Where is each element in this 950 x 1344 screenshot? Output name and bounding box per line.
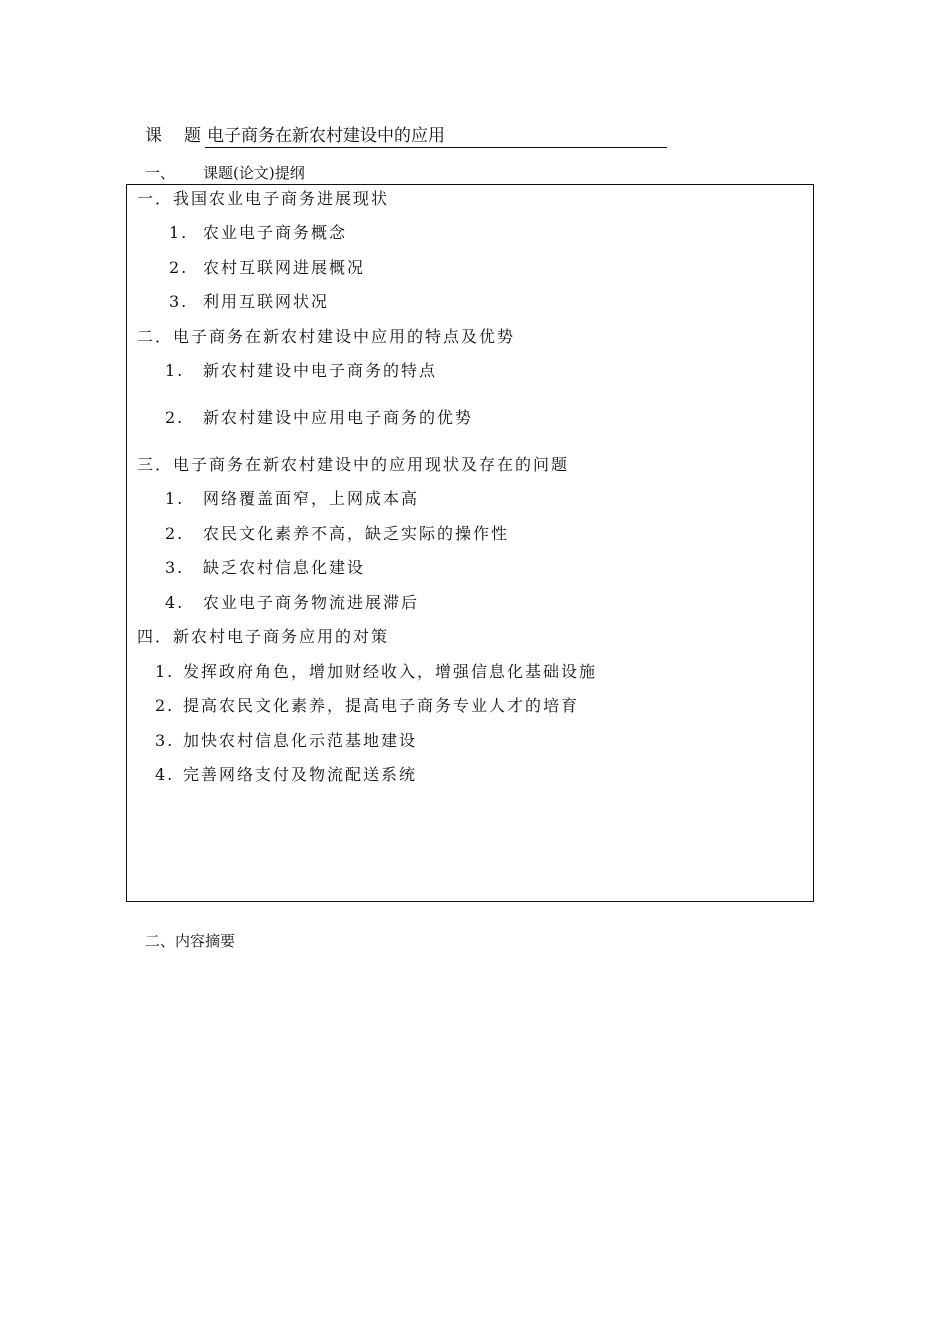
- outline-subitem-num: 3.: [155, 731, 175, 750]
- outline-subitem-text: 农业电子商务物流进展滞后: [203, 593, 420, 612]
- topic-label-char1: 课: [145, 126, 162, 146]
- outline-subitem: [165, 557, 365, 579]
- topic-value: 电子商务在新农村建设中的应用: [205, 126, 667, 148]
- outline-heading-num: 四．: [137, 627, 174, 646]
- section-one-number: 一、: [145, 164, 176, 182]
- outline-heading-3: [137, 454, 569, 476]
- outline-subitem-num: 2.: [169, 258, 189, 277]
- outline-subitem: [169, 291, 329, 313]
- outline-subitem-text: 完善网络支付及物流配送系统: [183, 765, 418, 784]
- outline-subitem: [169, 222, 347, 244]
- outline-subitem-num: 2.: [155, 696, 175, 715]
- outline-heading-1: [137, 188, 389, 210]
- outline-subitem-text: 新农村建设中应用电子商务的优势: [203, 408, 474, 427]
- outline-subitem-text: 网络覆盖面窄，上网成本高: [203, 489, 420, 508]
- outline-heading-num: 三．: [137, 455, 174, 474]
- outline-subitem-num: 3.: [165, 558, 185, 577]
- outline-box: [126, 184, 814, 902]
- outline-subitem-num: 1.: [169, 223, 189, 242]
- outline-subitem-num: 1.: [165, 361, 185, 380]
- outline-subitem: [165, 488, 419, 510]
- outline-subitem-num: 1.: [165, 489, 185, 508]
- outline-subitem-text: 提高农民文化素养，提高电子商务专业人才的培育: [183, 696, 580, 715]
- outline-subitem: [155, 695, 579, 717]
- outline-subitem-num: 1.: [155, 662, 175, 681]
- section-one-heading: [145, 162, 305, 184]
- outline-heading-text: 我国农业电子商务进展现状: [173, 189, 390, 208]
- outline-subitem-num: 4.: [155, 765, 175, 784]
- section-one-title: 课题(论文)提纲: [203, 164, 305, 182]
- outline-heading-text: 新农村电子商务应用的对策: [173, 627, 390, 646]
- outline-subitem: [155, 730, 417, 752]
- outline-heading-text: 电子商务在新农村建设中的应用现状及存在的问题: [173, 455, 570, 474]
- outline-subitem: [155, 764, 417, 786]
- section-two-heading: 二、内容摘要: [145, 932, 236, 950]
- outline-heading-num: 一．: [137, 189, 174, 208]
- outline-heading-num: 二．: [137, 327, 174, 346]
- outline-subitem: [165, 592, 419, 614]
- outline-subitem-num: 2.: [165, 524, 185, 543]
- outline-subitem-text: 农民文化素养不高，缺乏实际的操作性: [203, 524, 510, 543]
- topic-label: [145, 126, 201, 146]
- outline-subitem-text: 加快农村信息化示范基地建设: [183, 731, 418, 750]
- topic-label-char2: 题: [184, 126, 201, 146]
- outline-subitem: [165, 523, 509, 545]
- topic-line: [145, 124, 667, 148]
- outline-subitem: [155, 661, 597, 683]
- outline-heading-2: [137, 326, 515, 348]
- outline-subitem-num: 2.: [165, 408, 185, 427]
- outline-subitem-num: 4.: [165, 593, 185, 612]
- outline-subitem: [165, 407, 473, 429]
- outline-heading-4: [137, 626, 389, 648]
- outline-subitem-text: 农业电子商务概念: [203, 223, 348, 242]
- outline-heading-text: 电子商务在新农村建设中应用的特点及优势: [173, 327, 516, 346]
- outline-subitem: [169, 257, 365, 279]
- outline-subitem-text: 缺乏农村信息化建设: [203, 558, 366, 577]
- outline-subitem: [165, 360, 437, 382]
- outline-subitem-text: 利用互联网状况: [203, 292, 330, 311]
- outline-subitem-num: 3.: [169, 292, 189, 311]
- outline-subitem-text: 发挥政府角色，增加财经收入，增强信息化基础设施: [183, 662, 598, 681]
- outline-subitem-text: 农村互联网进展概况: [203, 258, 366, 277]
- outline-subitem-text: 新农村建设中电子商务的特点: [203, 361, 438, 380]
